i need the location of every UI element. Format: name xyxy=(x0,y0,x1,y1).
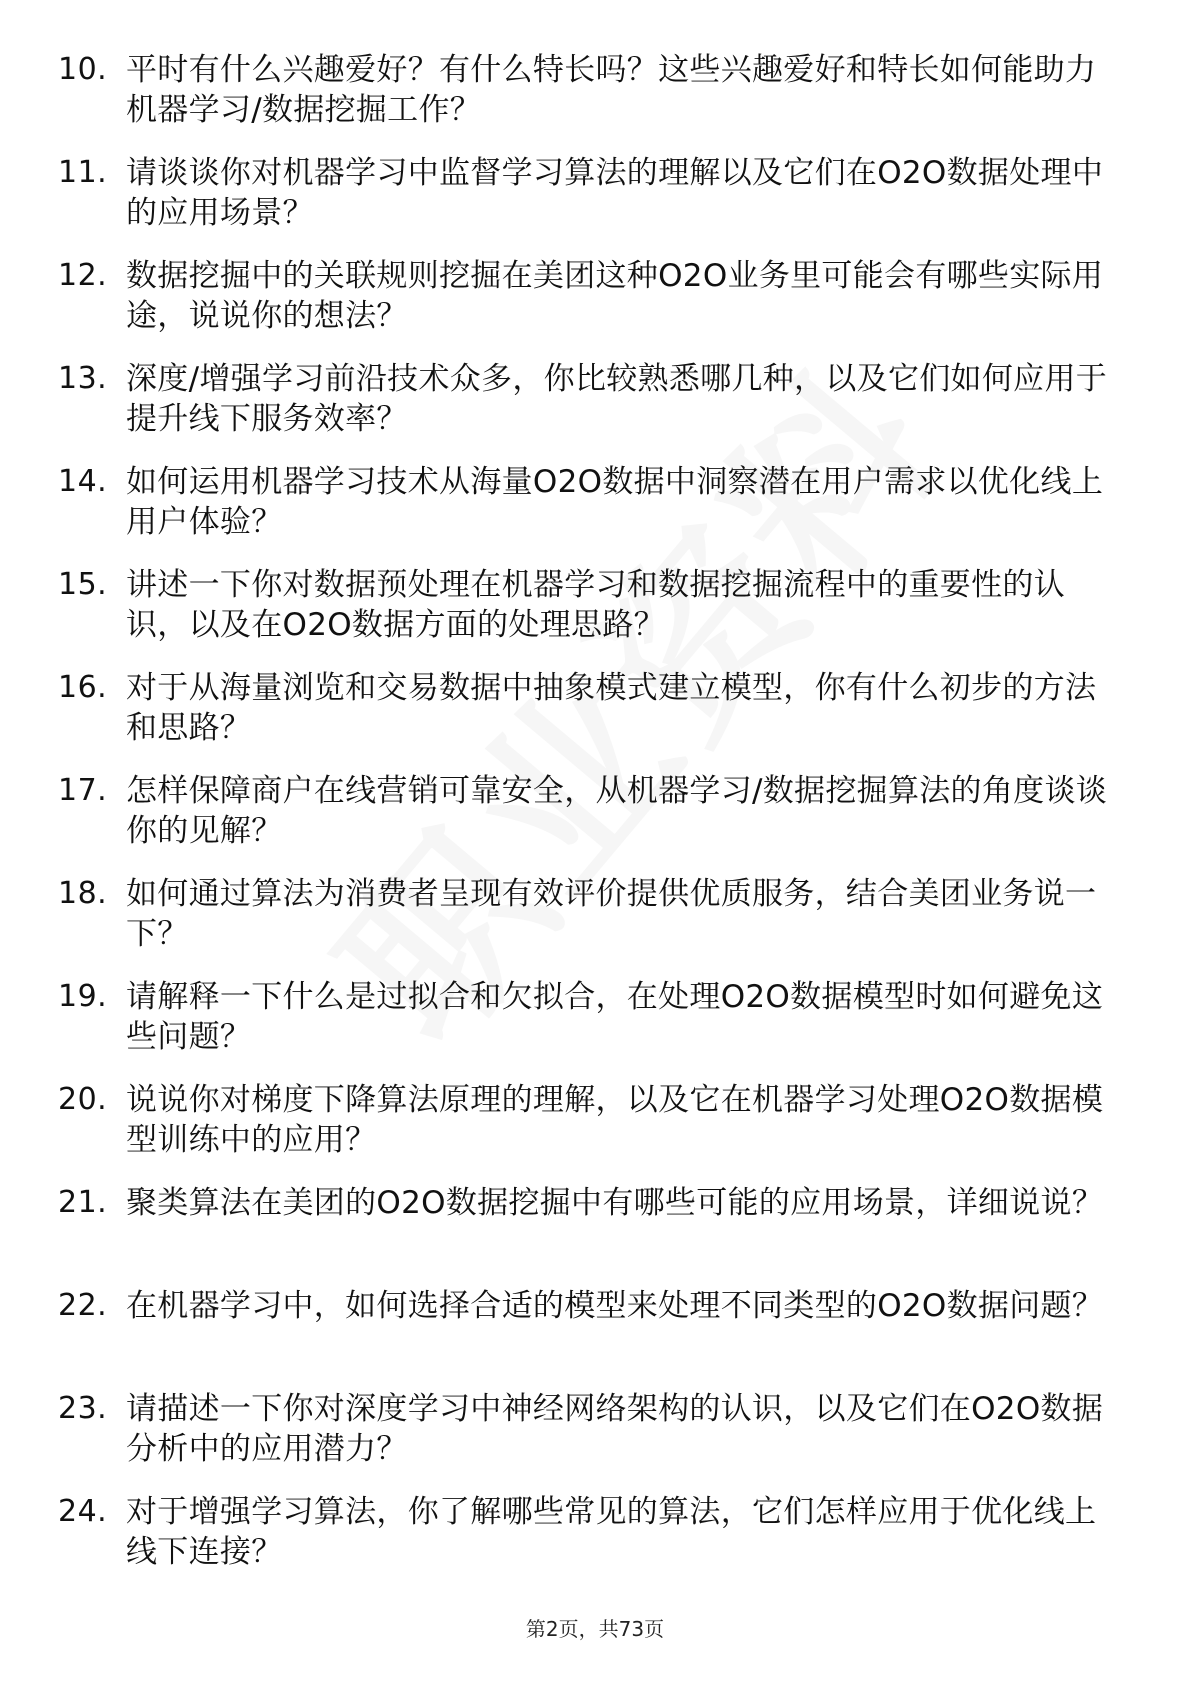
question-item xyxy=(58,153,1118,256)
question-text: 请谈谈你对机器学习中监督学习算法的理解以及它们在O2O数据处理中的应用场景？ xyxy=(126,155,1104,231)
question-text: 对于从海量浏览和交易数据中抽象模式建立模型，你有什么初步的方法和思路？ xyxy=(126,670,1097,746)
question-number: 22. xyxy=(58,1288,108,1323)
question-number: 10. xyxy=(58,52,108,87)
question-text: 对于增强学习算法，你了解哪些常见的算法，它们怎样应用于优化线上线下连接？ xyxy=(126,1494,1097,1570)
question-item xyxy=(58,462,1118,565)
question-text: 聚类算法在美团的O2O数据挖掘中有哪些可能的应用场景，详细说说？ xyxy=(126,1185,1104,1221)
question-number: 11. xyxy=(58,155,108,190)
question-item xyxy=(58,1080,1118,1183)
question-number: 20. xyxy=(58,1082,108,1117)
question-number: 24. xyxy=(58,1494,108,1529)
question-text: 在机器学习中，如何选择合适的模型来处理不同类型的O2O数据问题？ xyxy=(126,1288,1104,1324)
question-list xyxy=(58,50,1118,1595)
question-item xyxy=(58,1492,1118,1595)
question-number: 14. xyxy=(58,464,108,499)
question-text: 数据挖掘中的关联规则挖掘在美团这种O2O业务里可能会有哪些实际用途，说说你的想法？ xyxy=(126,258,1104,334)
question-item xyxy=(58,50,1118,153)
question-item xyxy=(58,668,1118,771)
question-item xyxy=(58,1389,1118,1492)
question-text: 讲述一下你对数据预处理在机器学习和数据挖掘流程中的重要性的认识，以及在O2O数据方面的处理思路？ xyxy=(126,567,1065,643)
question-text: 如何运用机器学习技术从海量O2O数据中洞察潜在用户需求以优化线上用户体验？ xyxy=(126,464,1104,540)
question-number: 13. xyxy=(58,361,108,396)
question-number: 16. xyxy=(58,670,108,705)
question-item xyxy=(58,256,1118,359)
question-text: 请描述一下你对深度学习中神经网络架构的认识，以及它们在O2O数据分析中的应用潜力？ xyxy=(126,1391,1104,1467)
question-item xyxy=(58,565,1118,668)
question-item xyxy=(58,1286,1118,1389)
question-number: 12. xyxy=(58,258,108,293)
question-text: 如何通过算法为消费者呈现有效评价提供优质服务，结合美团业务说一下？ xyxy=(126,876,1097,952)
question-number: 19. xyxy=(58,979,108,1014)
page-number: 第2页，共73页 xyxy=(525,1617,665,1641)
question-text: 说说你对梯度下降算法原理的理解，以及它在机器学习处理O2O数据模型训练中的应用？ xyxy=(126,1082,1104,1158)
question-item xyxy=(58,771,1118,874)
question-number: 23. xyxy=(58,1391,108,1426)
question-text: 平时有什么兴趣爱好？有什么特长吗？这些兴趣爱好和特长如何能助力机器学习/数据挖掘工作？ xyxy=(126,52,1097,128)
question-number: 18. xyxy=(58,876,108,911)
question-item xyxy=(58,874,1118,977)
question-text: 怎样保障商户在线营销可靠安全，从机器学习/数据挖掘算法的角度谈谈你的见解？ xyxy=(126,773,1108,849)
question-text: 请解释一下什么是过拟合和欠拟合，在处理O2O数据模型时如何避免这些问题？ xyxy=(126,979,1104,1055)
question-number: 15. xyxy=(58,567,108,602)
question-item xyxy=(58,977,1118,1080)
question-number: 17. xyxy=(58,773,108,808)
question-number: 21. xyxy=(58,1185,108,1220)
question-item xyxy=(58,359,1118,462)
question-item xyxy=(58,1183,1118,1286)
question-text: 深度/增强学习前沿技术众多，你比较熟悉哪几种，以及它们如何应用于提升线下服务效率？ xyxy=(126,361,1108,437)
